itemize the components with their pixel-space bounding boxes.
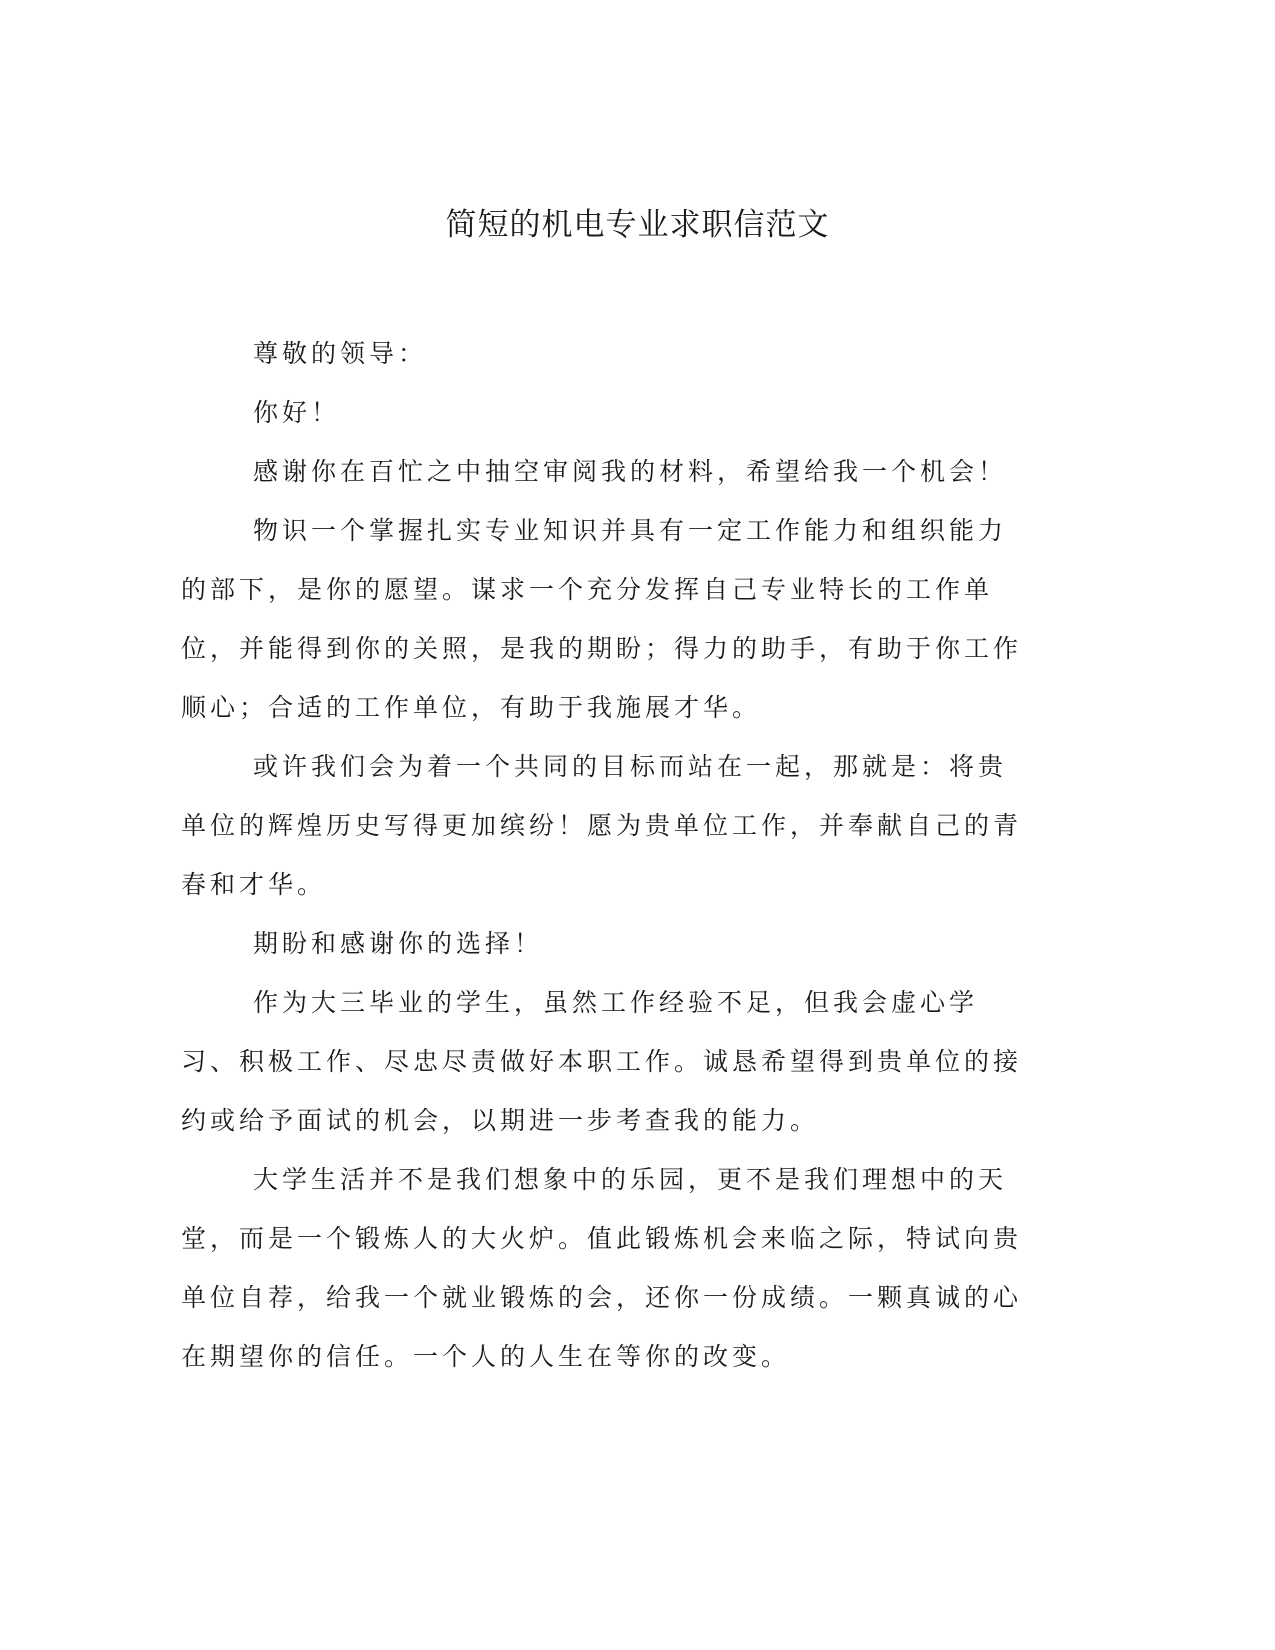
greeting: 你好！ <box>253 398 341 427</box>
salutation: 尊敬的领导： <box>253 339 428 368</box>
letter-body <box>181 324 1031 1386</box>
paragraph: 作为大三毕业的学生，虽然工作经验不足，但我会虚心学习、积极工作、尽忠尽责做好本职工作。诚恳希望得到贵单位的接约或给予面试的机会，以期进一步考查我的能力。 <box>181 988 1023 1135</box>
paragraph: 物识一个掌握扎实专业知识并具有一定工作能力和组织能力的部下，是你的愿望。谋求一个充分发挥自己专业特长的工作单位，并能得到你的关照，是我的期盼；得力的助手，有助于你工作顺心；合适的工作单位，有助于我施展才华。 <box>181 516 1023 722</box>
paragraph: 或许我们会为着一个共同的目标而站在一起，那就是：将贵单位的辉煌历史写得更加缤纷！愿为贵单位工作，并奉献自己的青春和才华。 <box>181 752 1023 899</box>
paragraph: 期盼和感谢你的选择！ <box>253 929 544 958</box>
paragraph: 感谢你在百忙之中抽空审阅我的材料，希望给我一个机会！ <box>253 457 1008 486</box>
document-title: 简短的机电专业求职信范文 <box>445 207 830 243</box>
paragraph: 大学生活并不是我们想象中的乐园，更不是我们理想中的天堂，而是一个锻炼人的大火炉。值此锻炼机会来临之际，特试向贵单位自荐，给我一个就业锻炼的会，还你一份成绩。一颗真诚的心在期望你的信任。一个人的人生在等你的改变。 <box>181 1165 1023 1371</box>
